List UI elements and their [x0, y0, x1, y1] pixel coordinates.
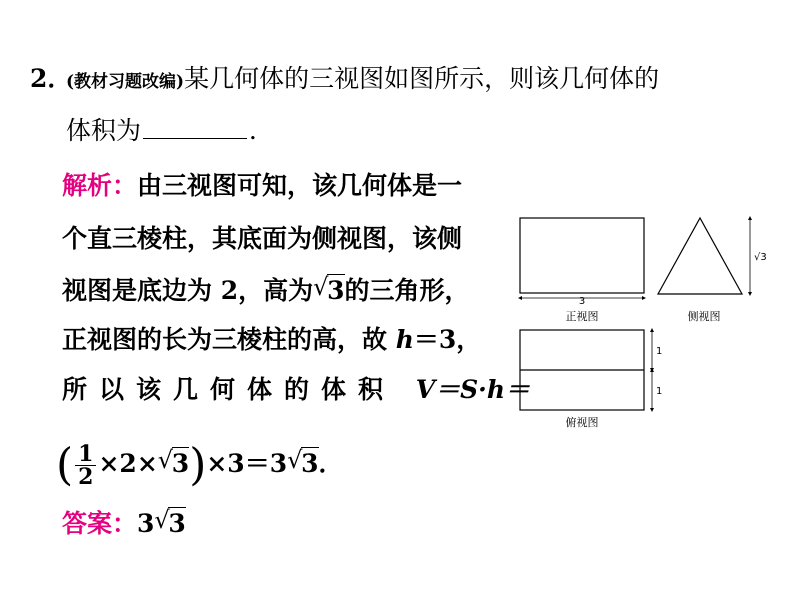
top-view-label: 俯视图: [565, 416, 599, 429]
side-height-label: √3: [754, 252, 767, 263]
source-tag: (教材习题改编): [66, 72, 185, 92]
answer-label: 答案：: [62, 509, 138, 538]
problem-text-1: 某几何体的三视图如图所示，则该几何体的: [184, 64, 660, 93]
problem-number: 2．: [30, 64, 73, 93]
solution-text-6b: ×3＝3: [206, 449, 288, 478]
side-view-label: 侧视图: [687, 310, 721, 323]
sqrt3-radical: √ 3: [313, 273, 345, 305]
var-h: h: [395, 325, 414, 354]
answer-radical: √ 3: [154, 506, 186, 538]
solution-text-5: 所以该几何体的体积: [62, 375, 416, 404]
solution-text-4b: ＝3，: [413, 325, 482, 354]
problem-line-1: [66, 64, 659, 97]
volume-formula: V＝S·h＝: [415, 375, 531, 404]
solution-line-1: [62, 171, 462, 201]
sqrt3-radical-2: √ 3: [157, 446, 190, 478]
solution-text-3a: 视图是底边为 2，高为: [62, 276, 314, 305]
solution-text-1: 由三视图可知，该几何体是一: [137, 171, 463, 200]
solution-text-3b: 的三角形，: [344, 276, 470, 305]
sqrt3-radical-3: √ 3: [287, 446, 319, 478]
problem-period: ．: [249, 116, 275, 145]
front-view-rect: [520, 218, 644, 293]
solution-line-6: [56, 439, 344, 491]
solution-text-4a: 正视图的长为三棱柱的高，故: [62, 325, 396, 354]
solution-line-3: [62, 274, 470, 306]
left-paren: (: [56, 439, 74, 491]
solution-line-2: 个直三棱柱，其底面为侧视图，该侧: [62, 224, 463, 253]
problem-text-2: 体积为: [66, 116, 142, 145]
solution-label: 解析：: [62, 171, 138, 200]
side-view-triangle: [658, 218, 742, 294]
front-length-label: 3: [578, 296, 586, 307]
answer-line: [62, 507, 186, 539]
solution-line-5: [62, 375, 530, 405]
three-view-figure: [510, 210, 780, 435]
solution-line-4: [62, 325, 481, 355]
answer-value: 3: [137, 509, 155, 538]
fraction-half: $\frac{1}{2}$: [75, 443, 96, 488]
top-dim-label-1: 1: [656, 346, 663, 357]
solution-text-6a: ×2×: [98, 449, 158, 478]
right-paren: ): [189, 439, 207, 491]
top-dim-label-2: 1: [656, 386, 663, 397]
problem-line-2: [66, 114, 274, 146]
front-view-label: 正视图: [565, 310, 599, 323]
answer-blank: [143, 114, 247, 139]
solution-period: ．: [318, 449, 344, 478]
